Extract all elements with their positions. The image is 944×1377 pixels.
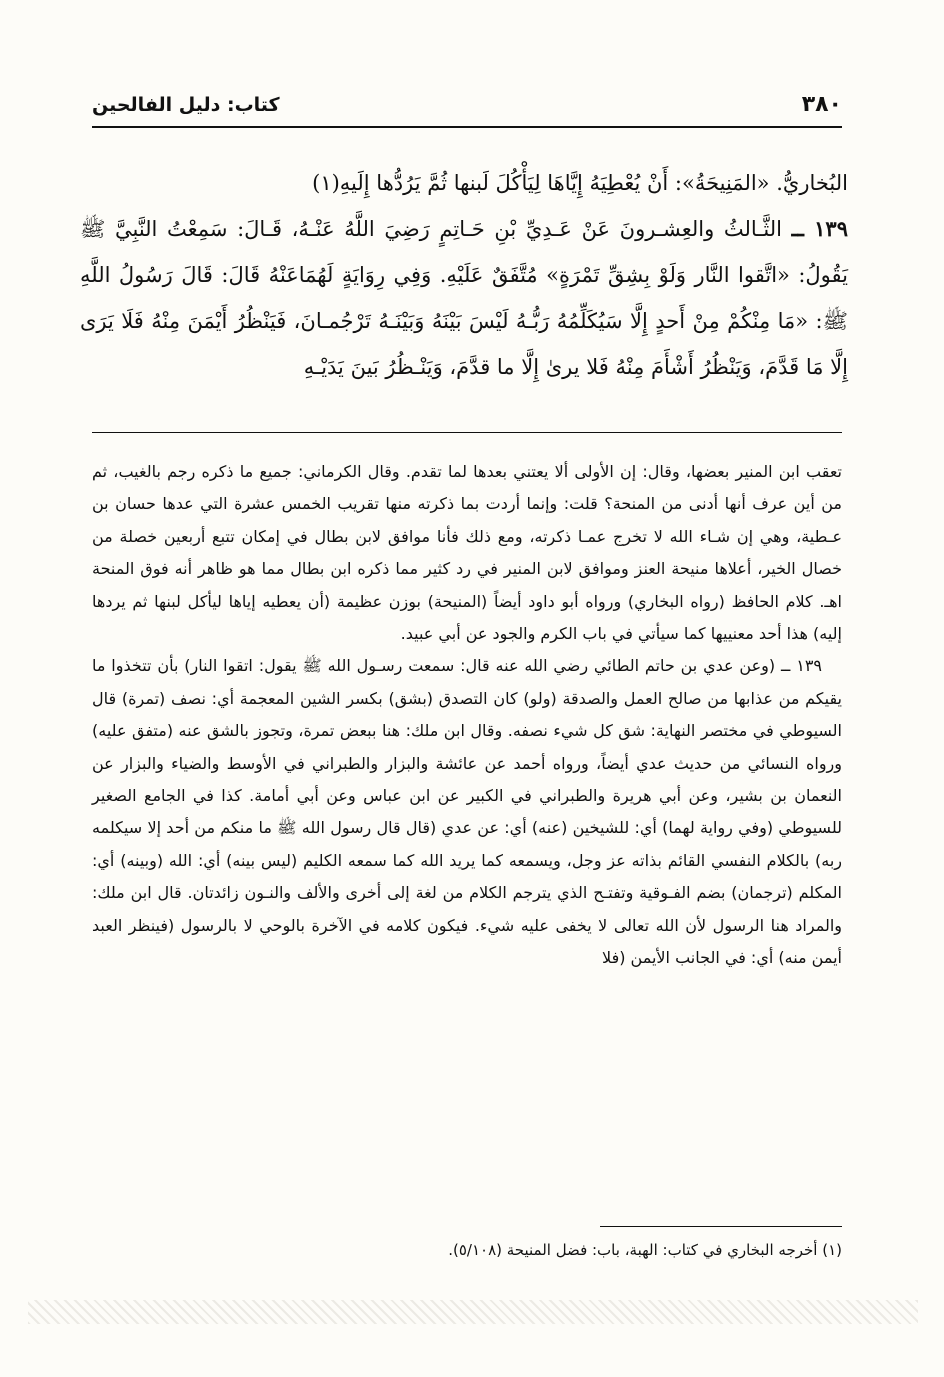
hadith-paragraph <box>80 206 848 390</box>
page-number: ٣٨٠ <box>801 92 842 117</box>
section-divider <box>92 432 842 433</box>
page-header <box>92 92 842 128</box>
commentary-paragraph-2: ١٣٩ ــ (وعن عدي بن حاتم الطائي رضي الله عنه قال: سمعت رسـول الله ﷺ يقول: اتقوا النار) بأن تتخذوا ما يقيكم من عذابها من صالح العمل والصدقة (ولو) كان التصدق (بشق) بكسر الشين المعجمة أي: نصف (تمرة) قال السيوطي في مختصر النهاية: شق كل شيء نصفه. وقال ابن ملك: هنا ببعض تمرة، وتجوز بالشق عنه (متفق عليه) ورواه النسائي من حديث عدي أيضاً، ورواه أحمد عن عائشة والبزار والطبراني في الأوسط والضياء والبزار عن النعمان بن بشير، وعن أبي هريرة والطبراني في الكبير عن ابن عباس وعن أبي أمامة. كذا في الجامع الصغير للسيوطي (وفي رواية لهما) أي: للشيخين (عنه) أي: عن عدي (قال قال رسول الله ﷺ ما منكم من أحد إلا سيكلمه ربه) بالكلام النفسي القائم بذاته عز وجل، ويسمعه كما يريد الله كما سمعه الكليم (ليس بينه) أي: الله (وبينه) أي: المكلم (ترجمان) بضم الفـوقية وتفتـح الذي يترجم الكلام من لغة إلى أخرى والألف والنـون زائدتان. قال ابن ملك: والمراد هنا الرسول لأن الله تعالى لا يخفى عليه شيء. فيكون كلامه في الآخرة بالوحي لا بالرسول (فينظر العبد أيمن منه) أي: في الجانب الأيمن (فلا <box>92 656 842 968</box>
hadith-intro-line: البُخاريُّ. «المَنِيحَةُ»: أَنْ يُعْطِيَهُ إِيَّاهَا لِيَأْكُلَ لَبنها ثُمَّ يَرُدُّها إِلَيهِ(١) <box>312 171 848 195</box>
book-title: كتاب: دليل الفالحين <box>92 94 280 116</box>
commentary-paragraph-1: تعقب ابن المنير بعضها، وقال: إن الأولى ألا يعتني بعدها لما تقدم. وقال الكرماني: جميع ما ذكره رجم بالغيب، ثم من أين عرف أنها أدنى من المنحة؟ قلت: وإنما أردت بما ذكرته منها تقريب الخمس عشرة التي عدها حسان بن عـطية، وهي إن شـاء الله لا تخرج عمـا ذكرته، ومع ذلك فأنا موافق لابن بطال في إمكان تتبع أربعين خصلة من خصال الخير، أعلاها منيحة العنز وموافق لابن المنير في رد كثير مما ذكره ابن بطال مما هو ظاهر أنه فوق المنحة اهـ. كلام الحافظ (رواه البخاري) ورواه أبو داود أيضاً (المنيحة) بوزن عظيمة (أن يعطيه إياها ليأكل لبنها ثم يردها إليه) هذا أحد معنييها كما سيأتي في باب الكرم والجود عن أبي عبيد. <box>92 462 842 644</box>
hadith-body: الثَّـالثُ والعِشـرونَ عَنْ عَـدِيِّ بْنِ حَـاتِمٍ رَضِيَ اللَّهُ عَنْـهُ، قَـالَ: سَمِعْتُ النَّبِيَّ ﷺ يَقُولُ: «اتَّقوا النَّار وَلَوْ بِشِقِّ تَمْرَةٍ» مُتَّفَقٌ عَلَيْهِ. وَفِي رِوَايَةٍ لَهُمَاعَنْهُ قَالَ: قَالَ رَسُولُ اللَّهِ ﷺ: «مَا مِنْكُمْ مِنْ أَحدٍ إِلَّا سَيُكَلِّمُهُ رَبُّـهُ لَيْسَ بَيْنَهُ وَبَيْنَـهُ تَرْجُمـانَ، فَيَنْظُرُ أَيْمَنَ مِنْهُ فَلَا يَرَى إِلَّا مَا قَدَّمَ، وَيَنْظُرُ أَشْأَمَ مِنْهُ فَلا يرىٰ إِلَّا ما قدَّمَ، وَيَنْـظُرُ بَينَ يَدَيْـهِ <box>80 217 848 379</box>
hadith-number: ١٣٩ ــ <box>791 216 848 241</box>
footnote-divider <box>600 1226 842 1227</box>
hadith-text-block <box>80 160 848 390</box>
decorative-border <box>28 1300 918 1324</box>
commentary-block <box>92 456 842 975</box>
footnote: (١) أخرجه البخاري في كتاب: الهبة، باب: فضل المنيحة (٥/١٠٨). <box>448 1241 842 1259</box>
